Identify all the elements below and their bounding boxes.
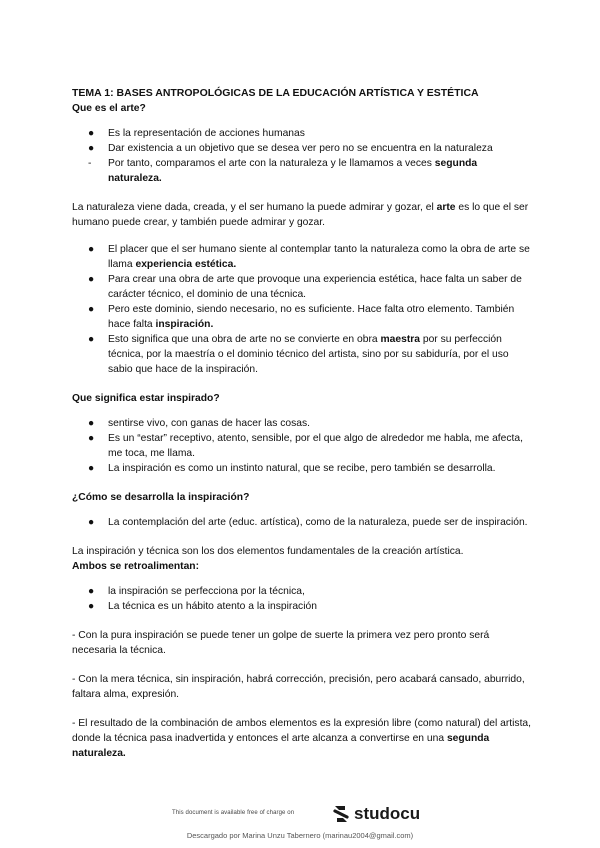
subtitle-que-es-el-arte: Que es el arte?	[72, 103, 146, 114]
list-item: ● La contemplación del arte (educ. artística), como de la naturaleza, puede ser de inspiración.	[88, 517, 528, 528]
art-definition-list	[72, 126, 532, 186]
list-item: ● El placer que el ser humano siente al contemplar tanto la naturaleza como la obra de arte se llama experiencia estética.	[88, 244, 530, 270]
list-item: ● Dar existencia a un objetivo que se desea ver pero no se encuentra en la naturaleza	[88, 143, 493, 154]
list-item: ● Es un “estar” receptivo, atento, sensible, por el que algo de alrededor me habla, me afecta, me toca, me llama.	[88, 433, 523, 459]
studocu-brand-text: studocu	[354, 804, 421, 823]
list-item: ● Es la representación de acciones humanas	[88, 128, 305, 139]
studocu-logo-icon	[332, 804, 350, 824]
document-body	[72, 86, 532, 761]
bullet-icon: ●	[88, 517, 95, 528]
paragraph-naturaleza: La naturaleza viene dada, creada, y el ser humano la puede admirar y gozar, el arte es lo que el ser humano puede crear, y también puede admirar y gozar.	[72, 202, 529, 228]
paragraph-mera-tecnica: - Con la mera técnica, sin inspiración, habrá corrección, precisión, pero acabará cansado, aburrido, faltara alma, expresión.	[72, 674, 525, 700]
bullet-icon: ●	[88, 463, 95, 474]
feedback-list	[72, 584, 532, 614]
paragraph-inspiracion-tecnica: La inspiración y técnica son los dos elementos fundamentales de la creación artística.	[72, 546, 464, 557]
footer-available-text: This document is available free of charge on	[172, 810, 295, 816]
dash-marker: -	[88, 158, 92, 169]
aesthetic-experience-list	[72, 242, 532, 377]
list-item: ● Esto significa que una obra de arte no se convierte en obra maestra por su perfección técnica, por la maestría o el dominio técnico del artista, sino por su sabiduría, por el uso sabio que hace de la inspiración.	[88, 334, 509, 375]
inspired-list	[72, 416, 532, 476]
heading-estar-inspirado: Que significa estar inspirado?	[72, 393, 220, 404]
list-item: ● La inspiración es como un instinto natural, que se recibe, pero también se desarrolla.	[88, 463, 496, 474]
bullet-icon: ●	[88, 601, 95, 612]
bullet-icon: ●	[88, 586, 95, 597]
list-item: ● la inspiración se perfecciona por la técnica,	[88, 586, 305, 597]
list-item: - Por tanto, comparamos el arte con la naturaleza y le llamamos a veces segunda naturaleza.	[88, 158, 478, 184]
studocu-logo[interactable]	[332, 804, 420, 824]
heading-desarrolla-inspiracion: ¿Cómo se desarrolla la inspiración?	[72, 492, 250, 503]
paragraph-retroalimentan: Ambos se retroalimentan:	[72, 561, 200, 572]
paragraph-pura-inspiracion: - Con la pura inspiración se puede tener un golpe de suerte la primera vez pero pronto será necesaria la técnica.	[72, 630, 490, 656]
list-item: ● sentirse vivo, con ganas de hacer las cosas.	[88, 418, 311, 429]
list-item: ● La técnica es un hábito atento a la inspiración	[88, 601, 317, 612]
bullet-icon: ●	[88, 418, 95, 429]
develop-inspiration-list	[72, 515, 532, 530]
bullet-icon: ●	[88, 244, 95, 255]
bullet-icon: ●	[88, 128, 95, 139]
list-item: ● Pero este dominio, siendo necesario, no es suficiente. Hace falta otro elemento. También hace falta inspiración.	[88, 304, 515, 330]
bullet-icon: ●	[88, 334, 95, 345]
list-item: ● Para crear una obra de arte que provoque una experiencia estética, hace falta un saber de carácter técnico, el dominio de una técnica.	[88, 274, 522, 300]
bullet-icon: ●	[88, 433, 95, 444]
document-title: TEMA 1: BASES ANTROPOLÓGICAS DE LA EDUCACIÓN ARTÍSTICA Y ESTÉTICA	[72, 87, 479, 99]
bullet-icon: ●	[88, 304, 95, 315]
paragraph-resultado: - El resultado de la combinación de ambos elementos es la expresión libre (como natural) del artista, donde la técnica pasa inadvertida y entonces el arte alcanza a convertirse en una segunda naturaleza.	[72, 718, 532, 759]
footer-downloaded-by: Descargado por Marina Unzu Tabernero (marinau2004@gmail.com)	[186, 831, 414, 840]
bullet-icon: ●	[88, 143, 95, 154]
bullet-icon: ●	[88, 274, 95, 285]
